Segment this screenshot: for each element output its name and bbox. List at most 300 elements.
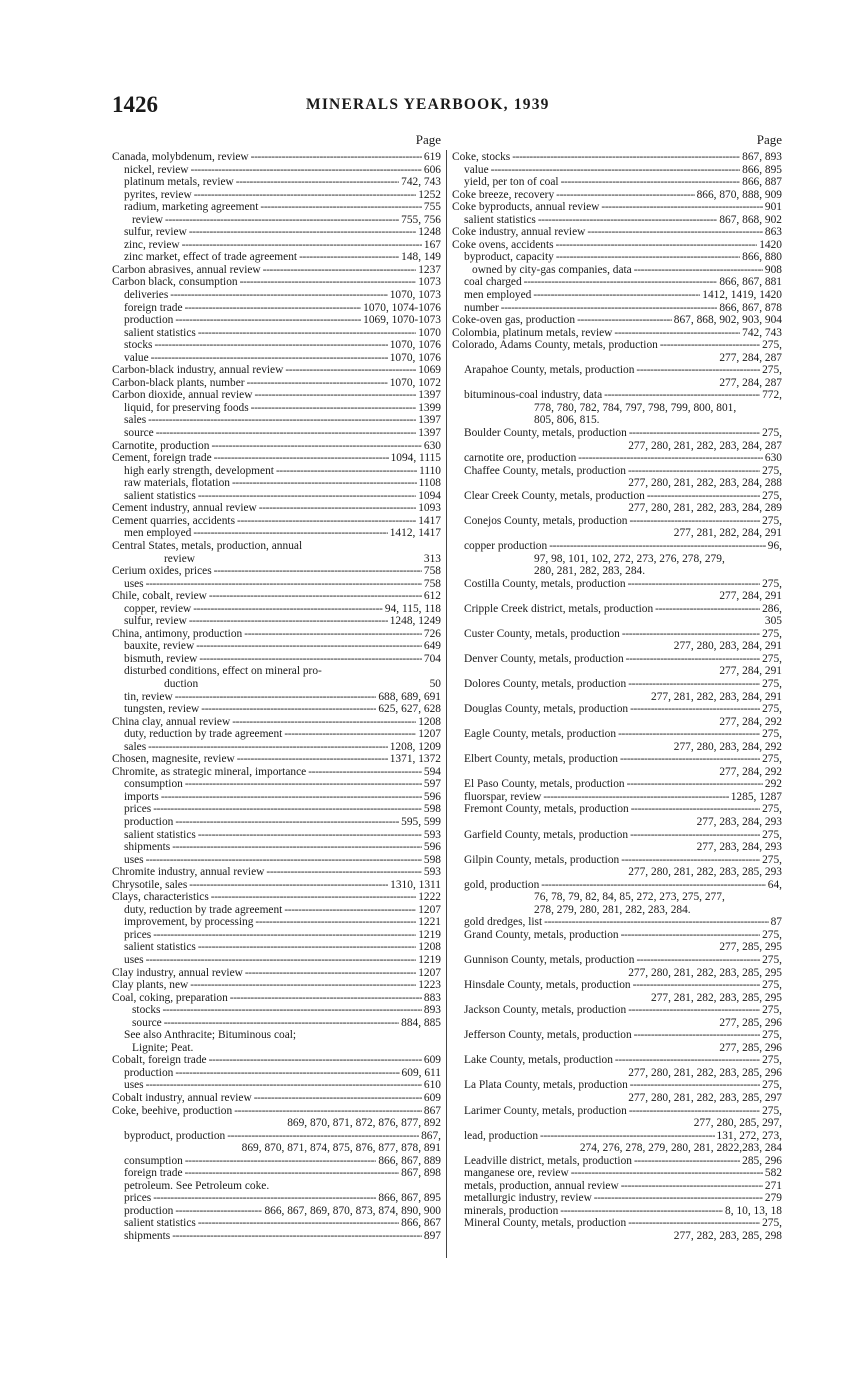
entry-pages: 866, 867, 881 [719, 276, 782, 289]
entry-term: Hinsdale County, metals, production [464, 979, 631, 992]
entry-line [124, 841, 441, 854]
entry-term: Cobalt, foreign trade [112, 1054, 207, 1067]
index-entry [112, 352, 441, 365]
entry-line [124, 527, 441, 540]
index-entry [112, 1079, 441, 1092]
entry-pages: 50 [429, 677, 441, 690]
entry-term: Coke breeze, recovery [452, 188, 555, 201]
entry-pages: 64, [767, 878, 782, 891]
entry-term: Fremont County, metals, production [464, 803, 629, 816]
entry-line [452, 226, 782, 239]
entry-pages: 94, 115, 118 [384, 602, 441, 615]
entry-continuation: 277, 285, 295 [719, 941, 782, 954]
entry-pages: 279 [764, 1192, 782, 1205]
entry-line [452, 327, 782, 340]
entry-pages: 1070, 1076 [389, 351, 441, 364]
entry-line [464, 929, 782, 942]
leader-dots [196, 640, 422, 653]
entry-term: Cerium oxides, prices [112, 565, 212, 578]
entry-pages: 866, 870, 888, 909 [696, 188, 782, 201]
index-entry [112, 1192, 441, 1205]
entry-line [124, 352, 441, 365]
index-entry [112, 1167, 441, 1180]
leader-dots [622, 628, 760, 641]
entry-line [112, 628, 441, 641]
entry-term: Chosen, magnesite, review [112, 753, 235, 766]
entry-term: metals, production, annual review [464, 1179, 619, 1192]
leader-dots [543, 791, 728, 804]
leader-dots [604, 389, 760, 402]
entry-line [124, 954, 441, 967]
leader-dots [634, 1155, 740, 1168]
index-entry [112, 816, 441, 829]
entry-line [464, 302, 782, 315]
entry-pages: 863 [764, 226, 782, 239]
entry-term: Clays, characteristics [112, 891, 209, 904]
leader-dots [266, 866, 422, 879]
entry-pages: 1397 [418, 427, 441, 440]
index-entry [112, 1029, 441, 1042]
index-entry [112, 226, 441, 239]
entry-term: fluorspar, review [464, 790, 542, 803]
index-entry [112, 214, 441, 227]
index-entry [112, 414, 441, 427]
index-entry [452, 427, 782, 452]
index-entry [112, 1105, 441, 1130]
index-entry [112, 866, 441, 879]
leader-dots [627, 778, 763, 791]
entry-continuation: 869, 870, 871, 872, 876, 877, 892 [287, 1117, 441, 1130]
entry-line [464, 427, 782, 440]
entry-continuation: 277, 283, 284, 293 [696, 815, 782, 828]
entry-line [464, 465, 782, 478]
entry-pages: 755 [423, 201, 441, 214]
entry-line [464, 803, 782, 816]
entry-continuation: 277, 284, 291 [719, 665, 782, 678]
column-divider [446, 150, 447, 1258]
entry-term: gold dredges, list [464, 916, 543, 929]
entry-line [124, 289, 441, 302]
entry-line [472, 264, 782, 277]
leader-dots [245, 967, 416, 980]
leader-dots [185, 1155, 376, 1168]
entry-pages: 866, 867 [401, 1217, 441, 1230]
entry-pages: 625, 627, 628 [378, 703, 441, 716]
entry-term: bismuth, review [124, 652, 198, 665]
leader-dots [549, 540, 766, 553]
index-entry [112, 578, 441, 591]
index-entry [112, 239, 441, 252]
entry-pages: 582 [764, 1167, 782, 1180]
leader-dots [234, 1105, 422, 1118]
entry-pages: 1110 [419, 464, 441, 477]
entry-continuation: 277, 280, 283, 284, 291 [673, 640, 782, 653]
entry-line [124, 916, 441, 929]
leader-dots [628, 678, 760, 691]
entry-continuation: 277, 280, 281, 282, 283, 284, 289 [628, 502, 782, 515]
entry-pages: 286, [762, 602, 782, 615]
leader-dots [647, 490, 760, 503]
entry-term: byproduct, capacity [464, 251, 554, 264]
index-entry [112, 490, 441, 503]
entry-pages: 1412, 1419, 1420 [702, 289, 782, 302]
leader-dots [284, 728, 416, 741]
entry-line [112, 452, 441, 465]
entry-term: liquid, for preserving foods [124, 401, 249, 414]
index-entry [112, 377, 441, 390]
entry-term: Arapahoe County, metals, production [464, 364, 635, 377]
index-entry [112, 289, 441, 302]
index-entry [112, 1092, 441, 1105]
index-entry [112, 389, 441, 402]
leader-dots [214, 565, 422, 578]
leader-dots [198, 327, 416, 340]
entry-term: Cement, foreign trade [112, 452, 212, 465]
entry-term: El Paso County, metals, production [464, 778, 625, 791]
index-entry [112, 1180, 441, 1193]
entry-term: disturbed conditions, effect on mineral pro- [124, 665, 322, 678]
entry-line [124, 327, 441, 340]
index-entry [452, 1192, 782, 1205]
entry-line [124, 1079, 441, 1092]
entry-continuation: 277, 284, 287 [719, 351, 782, 364]
entry-pages: 1310, 1311 [390, 878, 441, 891]
entry-continuation: 277, 280, 281, 282, 283, 284, 287 [628, 439, 782, 452]
entry-pages: 275, [762, 753, 782, 766]
entry-term: Cement industry, annual review [112, 502, 257, 515]
entry-line [124, 1067, 441, 1080]
index-entry [112, 164, 441, 177]
entry-pages: 867, 898 [401, 1167, 441, 1180]
leader-dots [193, 603, 383, 616]
entry-term: Carbon dioxide, annual review [112, 389, 253, 402]
index-entry [452, 515, 782, 540]
entry-pages: 598 [423, 853, 441, 866]
entry-term: Jackson County, metals, production [464, 1004, 627, 1017]
index-entry [112, 753, 441, 766]
index-entry [452, 176, 782, 189]
leader-dots [175, 314, 361, 327]
entry-line [112, 389, 441, 402]
entry-term: sales [124, 740, 147, 753]
entry-line [464, 753, 782, 766]
index-entry [112, 854, 441, 867]
leader-dots [660, 339, 760, 352]
index-entry [112, 803, 441, 816]
entry-pages: 275, [762, 627, 782, 640]
entry-term: sales [124, 414, 147, 427]
leader-dots [544, 916, 768, 929]
index-entry [112, 691, 441, 704]
index-entry [112, 440, 441, 453]
entry-term: Carbon abrasives, annual review [112, 263, 261, 276]
leader-dots [614, 327, 740, 340]
index-entry [112, 402, 441, 415]
entry-pages: 908 [764, 263, 782, 276]
entry-term: production [124, 815, 174, 828]
entry-line [124, 201, 441, 214]
entry-line [464, 603, 782, 616]
entry-term: Costilla County, metals, production [464, 577, 626, 590]
leader-dots [263, 264, 417, 277]
running-head: MINERALS YEARBOOK, 1939 [306, 96, 550, 113]
leader-dots [630, 1079, 760, 1092]
leader-dots [185, 778, 422, 791]
entry-line [464, 1079, 782, 1092]
entry-continuation: 280, 281, 282, 283, 284. [534, 565, 646, 578]
entry-pages: 1371, 1372 [389, 753, 441, 766]
index-entry [112, 716, 441, 729]
entry-line [124, 603, 441, 616]
entry-term: gold, production [464, 878, 540, 891]
entry-line [124, 941, 441, 954]
leader-dots [172, 1230, 422, 1243]
entry-continuation: 305 [764, 615, 782, 628]
entry-line [112, 502, 441, 515]
index-entry [112, 151, 441, 164]
entry-term: Grand County, metals, production [464, 928, 619, 941]
entry-term: Jefferson County, metals, production [464, 1029, 632, 1042]
entry-line [124, 578, 441, 591]
index-entry [452, 854, 782, 879]
entry-term: duty, reduction by trade agreement [124, 728, 283, 741]
leader-dots [540, 1130, 714, 1143]
index-entry [112, 1054, 441, 1067]
leader-dots [251, 402, 417, 415]
leader-dots [153, 803, 422, 816]
index-entry [452, 1079, 782, 1104]
entry-term: Denver County, metals, production [464, 652, 624, 665]
entry-pages: 1207 [418, 903, 441, 916]
entry-pages: 1069, 1070-1073 [363, 314, 441, 327]
entry-pages: 275, [762, 339, 782, 352]
entry-line [464, 1192, 782, 1205]
index-entry [112, 452, 441, 465]
leader-dots [620, 753, 760, 766]
leader-dots [153, 929, 416, 942]
entry-term: Chaffee County, metals, production [464, 464, 626, 477]
entry-line [124, 1230, 441, 1243]
entry-term: yield, per ton of coal [464, 176, 559, 189]
entry-term: carnotite ore, production [464, 452, 577, 465]
entry-line [112, 377, 441, 390]
index-entry [452, 1029, 782, 1054]
entry-pages: 8, 10, 13, 18 [725, 1204, 782, 1217]
entry-continuation: 277, 281, 282, 283, 285, 295 [651, 991, 782, 1004]
entry-line [112, 967, 441, 980]
entry-pages: 275, [762, 577, 782, 590]
entry-term: uses [124, 1079, 144, 1092]
index-entry [112, 778, 441, 791]
entry-continuation: 277, 280, 281, 282, 283, 284, 288 [628, 477, 782, 490]
entry-pages: 612 [423, 590, 441, 603]
index-entry [112, 929, 441, 942]
leader-dots [631, 803, 760, 816]
entry-pages: 596 [423, 790, 441, 803]
leader-dots [146, 954, 417, 967]
entry-continuation: 277, 284, 287 [719, 376, 782, 389]
entry-term: Coke, stocks [452, 151, 511, 163]
entry-term: La Plata County, metals, production [464, 1079, 628, 1092]
entry-continuation: 277, 284, 291 [719, 590, 782, 603]
entry-term: deliveries [124, 289, 169, 302]
entry-line [464, 251, 782, 264]
entry-term: shipments [124, 1230, 171, 1243]
entry-pages: 275, [762, 1004, 782, 1017]
entry-line [464, 515, 782, 528]
entry-line [124, 414, 441, 427]
index-entry [112, 728, 441, 741]
entry-pages: 1222 [418, 891, 441, 904]
entry-pages: 1208 [418, 941, 441, 954]
entry-term: production [124, 1204, 174, 1217]
index-entry [452, 803, 782, 828]
leader-dots [633, 979, 760, 992]
entry-line [464, 1029, 782, 1042]
entry-line [124, 791, 441, 804]
index-entry [112, 1017, 441, 1030]
leader-dots [655, 603, 760, 616]
leader-dots [189, 615, 388, 628]
entry-term: Clay industry, annual review [112, 966, 243, 979]
index-entry [452, 778, 782, 791]
entry-pages: 1070, 1074-1076 [363, 301, 441, 314]
entry-pages: 619 [423, 151, 441, 163]
leader-dots [209, 590, 422, 603]
entry-pages: 630 [764, 452, 782, 465]
entry-pages: 1094 [418, 489, 441, 502]
entry-term: duty, reduction by trade agreement [124, 903, 283, 916]
entry-term: Chile, cobalt, review [112, 590, 207, 603]
index-entry [452, 452, 782, 465]
entry-line [124, 251, 441, 264]
entry-pages: 1221 [418, 916, 441, 929]
entry-line [124, 778, 441, 791]
entry-line [112, 440, 441, 453]
index-entry [452, 164, 782, 177]
entry-line [112, 891, 441, 904]
index-entry [452, 289, 782, 302]
leader-dots [185, 1167, 400, 1180]
leader-dots [237, 515, 416, 528]
entry-line [124, 703, 441, 716]
entry-pages: 275, [762, 1104, 782, 1117]
index-entry [112, 916, 441, 929]
entry-pages: 726 [423, 627, 441, 640]
entry-line [124, 1155, 441, 1168]
entry-pages: 1108 [418, 477, 441, 490]
leader-dots [198, 829, 422, 842]
entry-pages: 275, [762, 677, 782, 690]
entry-line [464, 916, 782, 929]
index-entry [452, 1180, 782, 1193]
leader-dots [621, 854, 760, 867]
entry-term: number [464, 301, 499, 314]
entry-line [124, 314, 441, 327]
entry-pages: 275, [762, 928, 782, 941]
leader-dots [237, 753, 388, 766]
leader-dots [198, 1217, 399, 1230]
entry-line [112, 716, 441, 729]
entry-term: platinum metals, review [124, 176, 234, 189]
entry-pages: 1237 [418, 263, 441, 276]
leader-dots [628, 1217, 760, 1230]
leader-dots [211, 891, 416, 904]
index-entry [452, 226, 782, 239]
index-entry [452, 628, 782, 653]
entry-line [124, 477, 441, 490]
entry-term: value [464, 163, 489, 176]
entry-pages: 1070, 1076 [389, 339, 441, 352]
entry-pages: 313 [423, 552, 441, 565]
entry-term: salient statistics [124, 941, 196, 954]
leader-dots [230, 992, 422, 1005]
entry-line [464, 879, 782, 892]
entry-term: bituminous-coal industry, data [464, 389, 603, 402]
entry-term: Carbon black, consumption [112, 276, 238, 289]
index-entry [112, 565, 441, 578]
entry-line [464, 1167, 782, 1180]
leader-dots [236, 176, 399, 189]
entry-pages: 275, [762, 728, 782, 741]
entry-continuation: 277, 284, 292 [719, 715, 782, 728]
leader-dots [615, 1054, 760, 1067]
entry-term: Garfield County, metals, production [464, 828, 629, 841]
leader-dots [189, 879, 388, 892]
leader-dots [491, 164, 740, 177]
leader-dots [175, 1067, 399, 1080]
leader-dots [240, 276, 417, 289]
entry-line [124, 691, 441, 704]
leader-dots [561, 176, 741, 189]
index-entry [452, 339, 782, 364]
entry-pages: 87 [770, 916, 782, 929]
entry-pages: 1420 [759, 238, 782, 251]
entry-continuation: 277, 285, 296 [719, 1016, 782, 1029]
entry-term: source [132, 1016, 162, 1029]
entry-line [112, 515, 441, 528]
leader-dots [308, 766, 422, 779]
index-entry [112, 791, 441, 804]
index-entry [452, 276, 782, 289]
entry-continuation: 277, 281, 282, 283, 284, 291 [651, 690, 782, 703]
entry-line [132, 1004, 441, 1017]
entry-pages: 1219 [418, 928, 441, 941]
cross-reference-text: Lignite; Peat. [132, 1041, 194, 1054]
entry-term: Coke industry, annual review [452, 226, 586, 239]
leader-dots [156, 427, 416, 440]
leader-dots [556, 239, 758, 252]
entry-continuation: duction [164, 677, 199, 690]
entry-line [124, 189, 441, 202]
entry-term: Douglas County, metals, production [464, 703, 629, 716]
index-entry [112, 992, 441, 1005]
entry-term: metallurgic industry, review [464, 1192, 592, 1205]
entry-term: copper, review [124, 602, 192, 615]
entry-pages: 1070, 1073 [389, 289, 441, 302]
entry-line [124, 1167, 441, 1180]
entry-line [124, 427, 441, 440]
entry-pages: 1248, 1249 [389, 615, 441, 628]
entry-pages: 167 [423, 238, 441, 251]
entry-term: Colombia, platinum metals, review [452, 326, 613, 339]
entry-line [464, 1180, 782, 1193]
leader-dots [629, 1105, 760, 1118]
entry-line [464, 1155, 782, 1168]
index-entry [112, 201, 441, 214]
entry-line [124, 302, 441, 315]
entry-term: Elbert County, metals, production [464, 753, 618, 766]
